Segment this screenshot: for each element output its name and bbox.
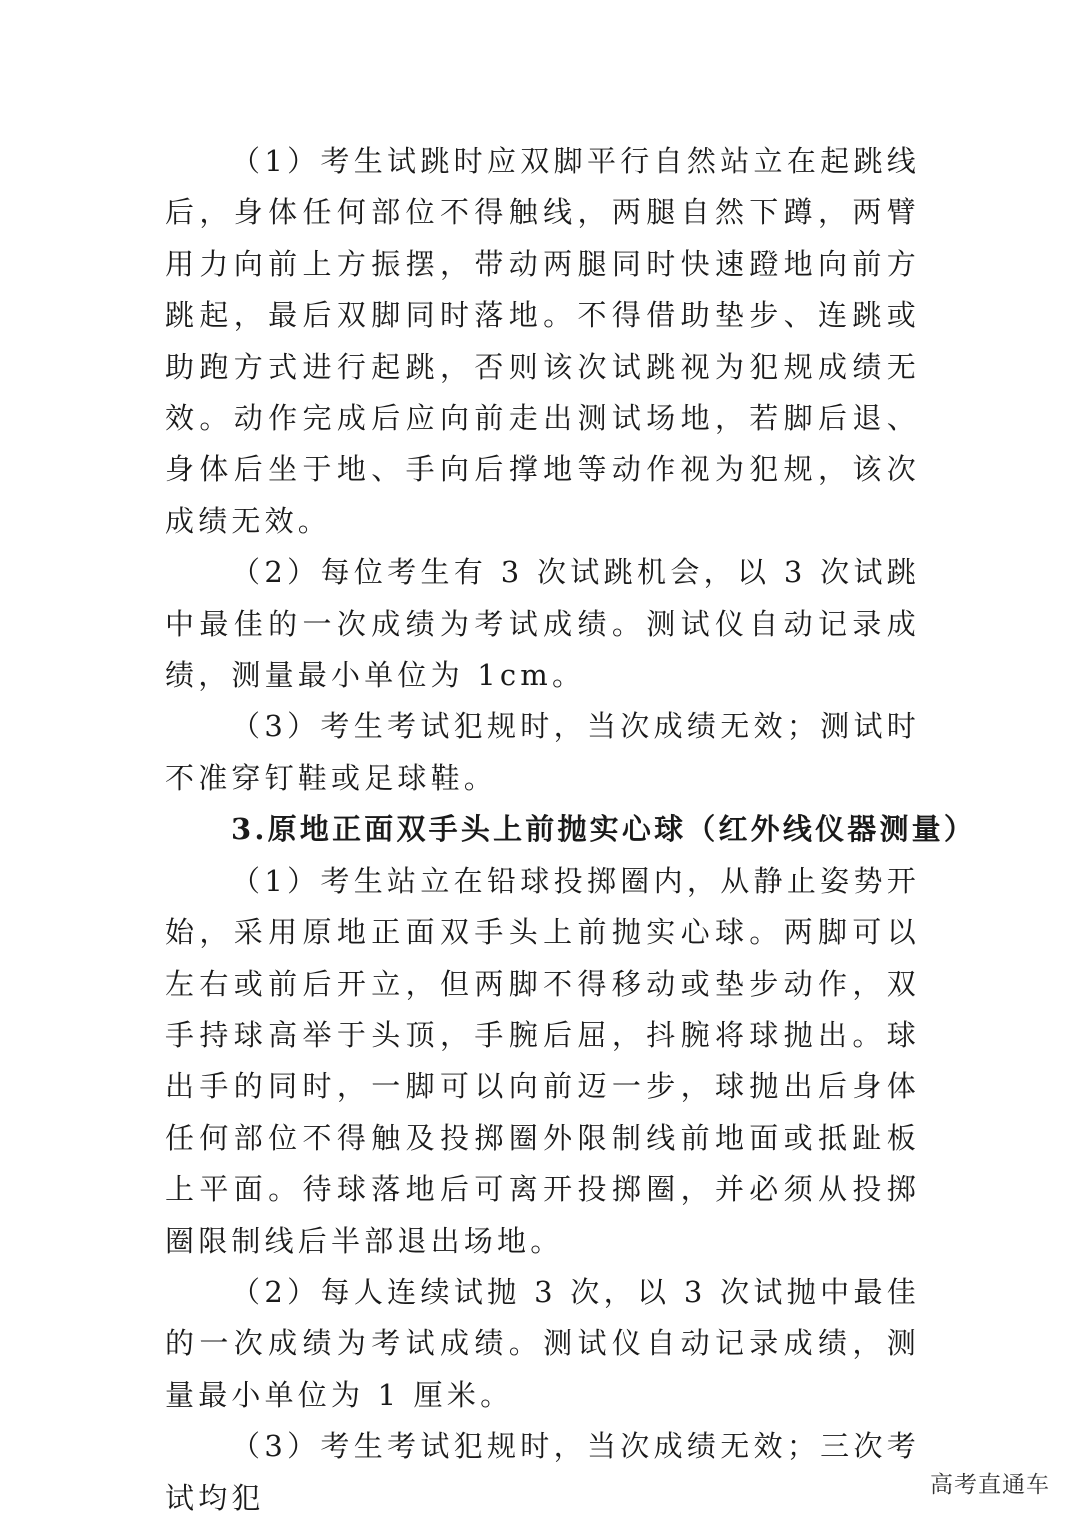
- paragraph-throw-fouls: （3）考生考试犯规时，当次成绩无效；三次考试均犯: [165, 1429, 920, 1515]
- paragraph-standing-jump-rules: （1）考生试跳时应双脚平行自然站立在起跳线后，身体任何部位不得触线，两腿自然下蹲，两臂用力向前上方振摆，带动两腿同时快速蹬地向前方跳起，最后双脚同时落地。不得借助垫步、连跳或助跑方式进行起跳，否则该次试跳视为犯规成绩无效。动作完成后应向前走出测试场地，若脚后退、身体后坐于地、手向后撑地等动作视为犯规，该次成绩无效。: [165, 144, 920, 538]
- watermark-label: 高考直通车: [930, 1472, 1050, 1498]
- paragraph-jump-fouls: （3）考生考试犯规时，当次成绩无效；测试时不准穿钉鞋或足球鞋。: [165, 709, 920, 795]
- paragraph-throw-attempts: （2）每人连续试抛 3 次，以 3 次试抛中最佳的一次成绩为考试成绩。测试仪自动记录成绩，测量最小单位为 1 厘米。: [165, 1274, 920, 1412]
- document-body: [165, 136, 977, 1524]
- section-heading-medicine-ball: 3.原地正面双手头上前抛实心球（红外线仪器测量）: [231, 812, 977, 847]
- paragraph-throw-rules: （1）考生站立在铅球投掷圈内，从静止姿势开始，采用原地正面双手头上前抛实心球。两脚可以左右或前后开立，但两脚不得移动或垫步动作，双手持球高举于头顶，手腕后屈，抖腕将球抛出。球出手的同时，一脚可以向前迈一步，球抛出后身体任何部位不得触及投掷圈外限制线前地面或抵趾板上平面。待球落地后可离开投掷圈，并必须从投掷圈限制线后半部退出场地。: [165, 863, 920, 1258]
- paragraph-jump-attempts: （2）每位考生有 3 次试跳机会，以 3 次试跳中最佳的一次成绩为考试成绩。测试仪自动记录成绩，测量最小单位为 1cm。: [165, 555, 920, 693]
